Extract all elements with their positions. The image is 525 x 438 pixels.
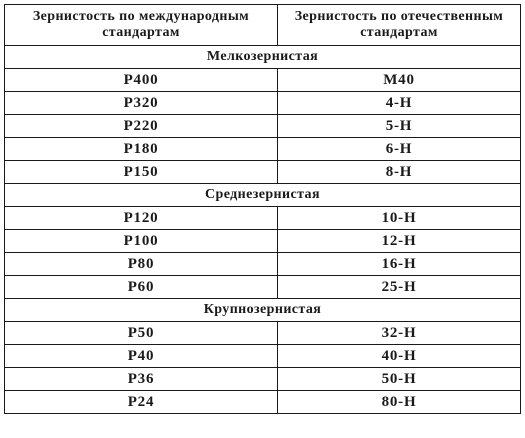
table-row — [5, 207, 521, 230]
domestic-grit-cell: 4-H — [278, 92, 521, 115]
header-international-standards: Зернистость по международным стандартам — [5, 5, 278, 46]
domestic-grit-cell: 8-H — [278, 161, 521, 184]
table-body — [5, 46, 521, 414]
table-row — [5, 276, 521, 299]
domestic-grit-cell: 50-H — [278, 368, 521, 391]
table-header — [5, 5, 521, 46]
table-row — [5, 368, 521, 391]
international-grit-cell: P400 — [5, 69, 278, 92]
table-row — [5, 230, 521, 253]
table-row — [5, 345, 521, 368]
table-row — [5, 161, 521, 184]
international-grit-cell: P220 — [5, 115, 278, 138]
header-domestic-standards: Зернистость по отечественным стандартам — [278, 5, 521, 46]
domestic-grit-cell: M40 — [278, 69, 521, 92]
domestic-grit-cell: 16-H — [278, 253, 521, 276]
domestic-grit-cell: 10-H — [278, 207, 521, 230]
group-title: Крупнозернистая — [5, 299, 521, 322]
group-title: Мелкозернистая — [5, 46, 521, 69]
table-row — [5, 69, 521, 92]
header-row — [5, 5, 521, 46]
domestic-grit-cell: 25-H — [278, 276, 521, 299]
international-grit-cell: P80 — [5, 253, 278, 276]
domestic-grit-cell: 12-H — [278, 230, 521, 253]
grit-comparison-table — [4, 4, 521, 414]
international-grit-cell: P100 — [5, 230, 278, 253]
table-row — [5, 322, 521, 345]
group-row-coarse — [5, 299, 521, 322]
international-grit-cell: P320 — [5, 92, 278, 115]
table-row — [5, 92, 521, 115]
domestic-grit-cell: 5-H — [278, 115, 521, 138]
group-row-fine — [5, 46, 521, 69]
international-grit-cell: P24 — [5, 391, 278, 414]
international-grit-cell: P36 — [5, 368, 278, 391]
group-row-medium — [5, 184, 521, 207]
international-grit-cell: P120 — [5, 207, 278, 230]
table-row — [5, 138, 521, 161]
domestic-grit-cell: 40-H — [278, 345, 521, 368]
table-row — [5, 253, 521, 276]
international-grit-cell: P180 — [5, 138, 278, 161]
domestic-grit-cell: 80-H — [278, 391, 521, 414]
domestic-grit-cell: 6-H — [278, 138, 521, 161]
international-grit-cell: P150 — [5, 161, 278, 184]
table-row — [5, 391, 521, 414]
international-grit-cell: P60 — [5, 276, 278, 299]
international-grit-cell: P50 — [5, 322, 278, 345]
international-grit-cell: P40 — [5, 345, 278, 368]
table-row — [5, 115, 521, 138]
group-title: Среднезернистая — [5, 184, 521, 207]
domestic-grit-cell: 32-H — [278, 322, 521, 345]
